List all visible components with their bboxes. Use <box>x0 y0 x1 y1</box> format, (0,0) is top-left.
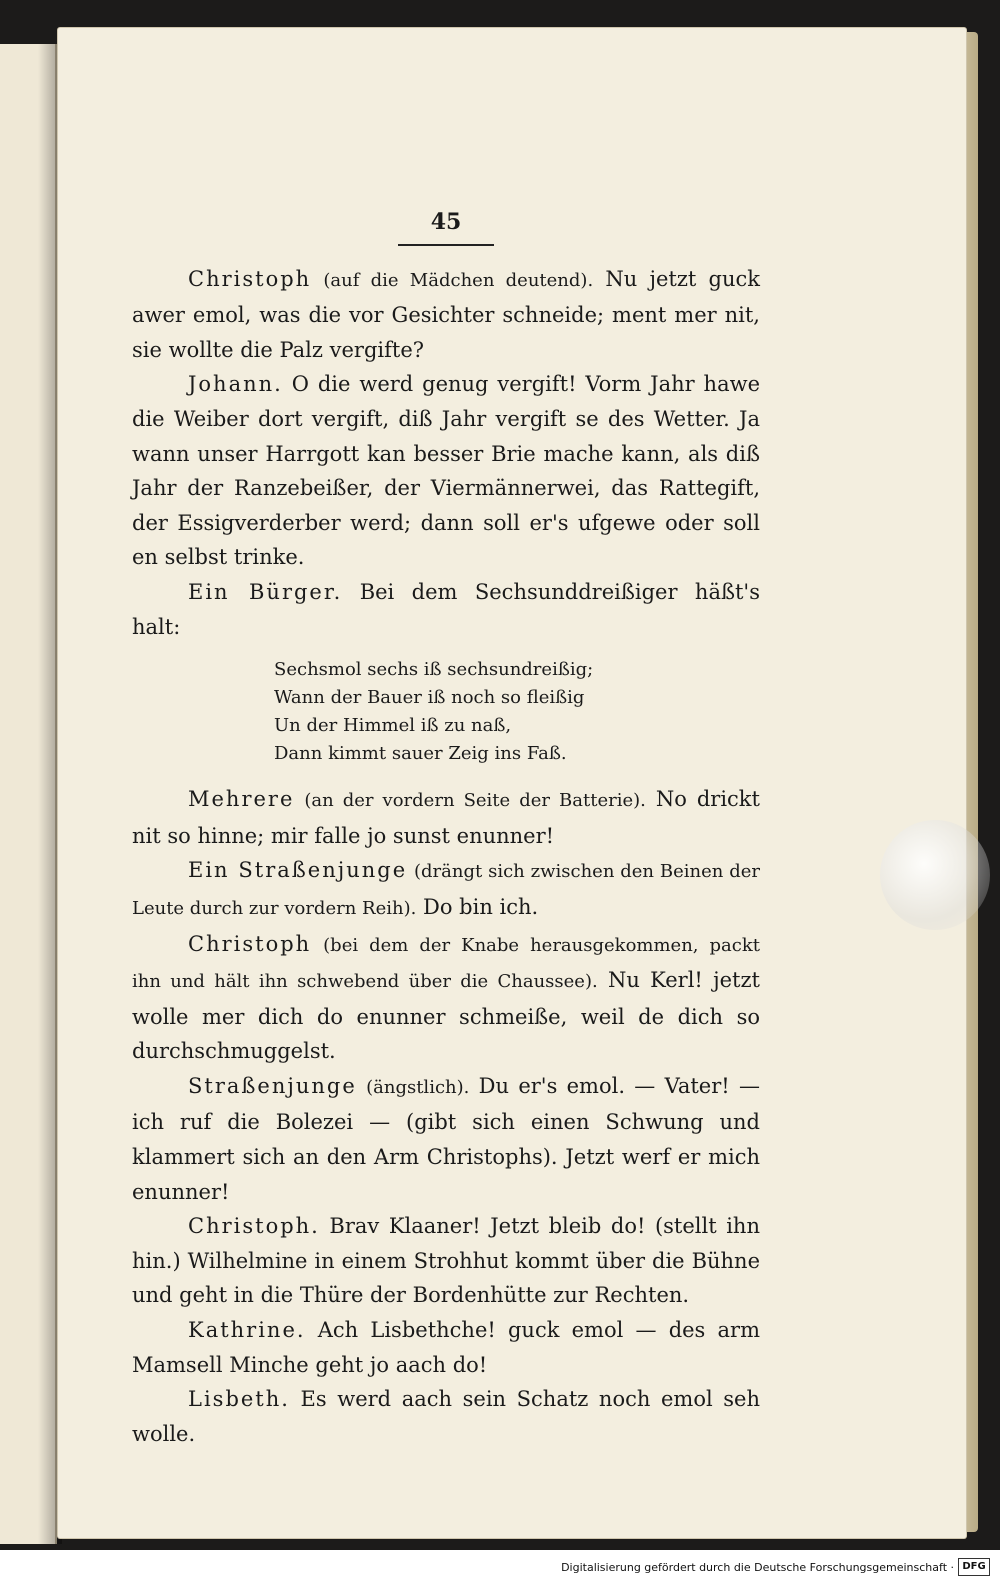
dialogue-text: Ach Lisbethche! guck emol — des arm Mamsell Minche geht jo aach do! <box>132 1318 760 1377</box>
verse-line: Dann kimmt sauer Zeig ins Faß. <box>274 743 567 765</box>
speaker-name: Christoph <box>188 931 312 956</box>
paragraph <box>132 853 760 926</box>
speaker-name: Kathrine. <box>188 1318 306 1343</box>
stage-direction: (an der vordern Seite der Batterie). <box>304 790 646 812</box>
speaker-name: Straßenjunge <box>188 1073 357 1098</box>
stage-direction: (drängt sich zwischen den Beinen der Leute durch zur vordern Reih). <box>132 861 760 919</box>
page-number: 45 <box>430 209 462 235</box>
footer-bar <box>0 1550 1000 1586</box>
paragraph <box>132 1313 760 1382</box>
paragraph <box>132 1209 760 1313</box>
paragraph <box>132 367 760 575</box>
dialogue-text: No drickt nit so hinne; mir falle jo sunst enunner! <box>132 787 760 848</box>
paragraph <box>132 1382 760 1451</box>
speaker-name: Mehrere <box>188 787 295 812</box>
dialogue-text: Du er's emol. — Vater! — ich ruf die Bolezei — (gibt sich einen Schwung und klammert sich an den Arm Christophs). Jetzt werf er mich enunner! <box>132 1073 760 1204</box>
scan-glare <box>880 820 990 930</box>
paragraph <box>132 575 760 644</box>
speaker-name: Johann. <box>188 372 283 397</box>
dialogue-text: O die werd genug vergift! Vorm Jahr hawe die Weiber dort vergift, diß Jahr vergift se des Wetter. Ja wann unser Harrgott kan besser Brie mache kann, als diß Jahr der Ranzebeißer, der Viermännerwei, das Rattegift, der Essigverderber werd; dann soll er's ufgewe oder soll en selbst trinke. <box>132 372 760 570</box>
dialogue-text: Do bin ich. <box>423 894 539 919</box>
dialogue-text: Brav Klaaner! Jetzt bleib do! (stellt ihn hin.) Wilhelmine in einem Strohhut kommt über die Bühne und geht in die Thüre der Bordenhütte zur Rechten. <box>132 1214 760 1308</box>
dialogue-text: Es werd aach sein Schatz noch emol seh wolle. <box>132 1387 760 1446</box>
speaker-name: Christoph. <box>188 1214 320 1239</box>
dfg-logo-icon: DFG <box>958 1558 990 1576</box>
page-content <box>132 205 760 1451</box>
dialogue-text: Bei dem Sechsunddreißiger häßt's halt: <box>132 579 760 639</box>
dialogue-text: Nu Kerl! jetzt wolle mer dich do enunner schmeiße, weil de dich so durchschmuggelst. <box>132 968 760 1064</box>
page-number-rule <box>398 244 494 246</box>
paragraph <box>132 1069 760 1209</box>
paragraph <box>132 782 760 853</box>
funding-credit: Digitalisierung gefördert durch die Deutsche Forschungsgemeinschaft · <box>561 1561 954 1574</box>
stage-direction: (ängstlich). <box>366 1076 470 1098</box>
speaker-name: Ein Straßenjunge <box>188 858 408 883</box>
speaker-name: Ein Bürger. <box>188 579 343 604</box>
verse-block <box>274 656 760 768</box>
stage-direction: (auf die Mädchen deutend). <box>323 269 594 291</box>
verse-line: Wann der Bauer iß noch so fleißig <box>274 687 585 709</box>
verse-line: Un der Himmel iß zu naß, <box>274 715 512 737</box>
verse-line: Sechsmol sechs iß sechsundreißig; <box>274 659 594 681</box>
speaker-name: Lisbeth. <box>188 1387 290 1412</box>
speaker-name: Christoph <box>188 266 312 291</box>
dialogue-text: Nu jetzt guck awer emol, was die vor Gesichter schneide; ment mer nit, sie wollte die Palz vergifte? <box>132 266 760 362</box>
paragraph <box>132 262 760 368</box>
stage-direction: (bei dem der Knabe herausgekommen, packt ihn und hält ihn schwebend über die Chaussee). <box>132 934 760 993</box>
paragraph <box>132 927 760 1069</box>
